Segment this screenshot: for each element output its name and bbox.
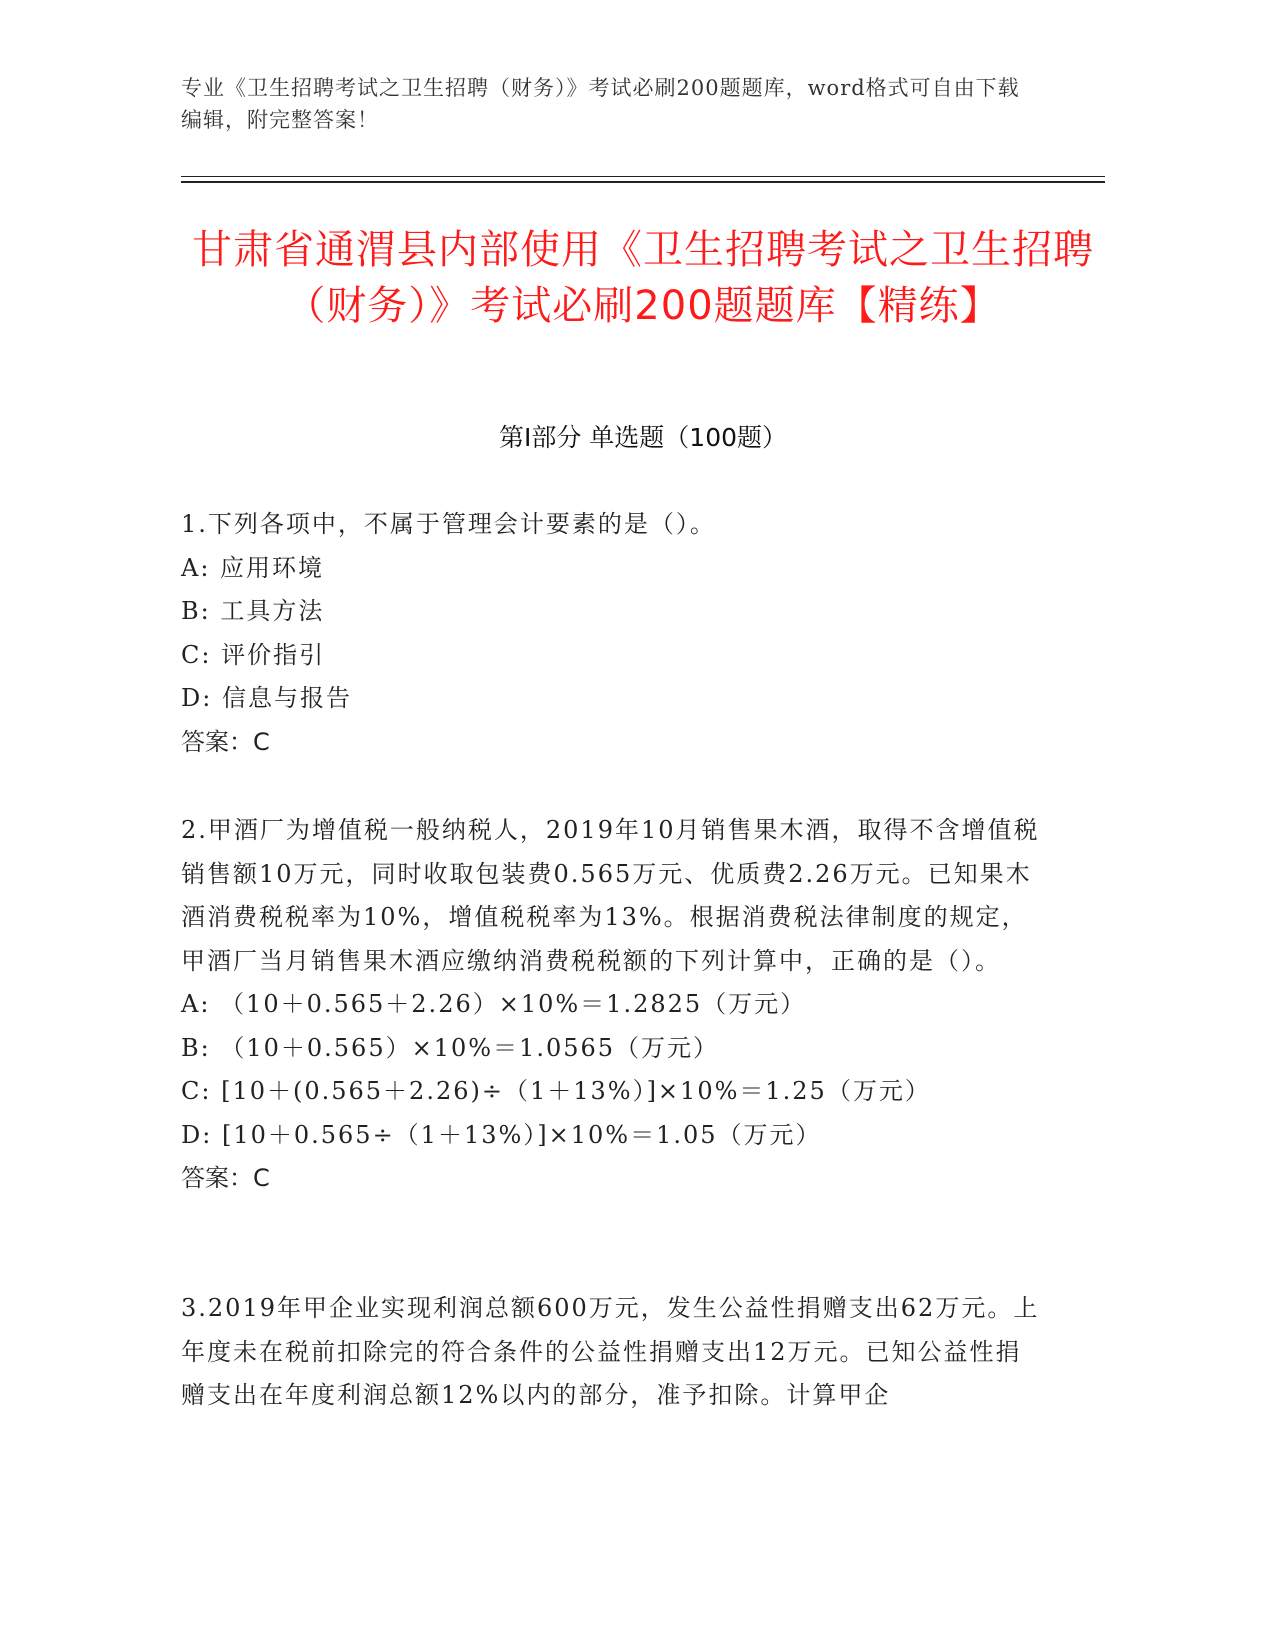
section-title: 第Ⅰ部分 单选题（100题）	[498, 423, 788, 452]
option-a: A: （10＋0.565＋2.26）×10%＝1.2825（万元）	[181, 990, 807, 1018]
header-divider-thick	[181, 181, 1105, 183]
option-a: A: 应用环境	[181, 553, 325, 582]
question-stem: 3.2019年甲企业实现利润总额600万元，发生公益性捐赠支出62万元。上年度未在税前扣除完的符合条件的公益性捐赠支出12万元。已知公益性捐赠支出在年度利润总额12%以内的部分，准予扣除。计算甲企	[181, 1294, 1040, 1409]
document-title: 甘肃省通渭县内部使用《卫生招聘考试之卫生招聘（财务）》考试必刷200题题库【精练】	[192, 227, 1094, 329]
option-b: B: 工具方法	[181, 597, 325, 625]
header-divider-thin	[181, 176, 1105, 177]
option-c: C: 评价指引	[181, 640, 326, 669]
header-note: 专业《卫生招聘考试之卫生招聘（财务）》考试必刷200题题库，word格式可自由下载编辑，附完整答案！	[181, 76, 1020, 132]
option-b: B: （10＋0.565）×10%＝1.0565（万元）	[181, 1033, 720, 1062]
question-2	[181, 809, 1041, 1201]
option-d: D: 信息与报告	[181, 684, 352, 712]
answer: 答案：C	[181, 1164, 270, 1192]
question-3	[181, 1287, 1041, 1418]
answer: 答案：C	[181, 727, 270, 756]
question-stem: 2.甲酒厂为增值税一般纳税人，2019年10月销售果木酒，取得不含增值税销售额10万元，同时收取包装费0.565万元、优质费2.26万元。已知果木酒消费税税率为10%，增值税税率为13%。根据消费税法律制度的规定，甲酒厂当月销售果木酒应缴纳消费税税额的下列计算中，正确的是（）。	[181, 816, 1040, 975]
question-1	[181, 503, 1041, 764]
question-stem: 1.下列各项中，不属于管理会计要素的是（）。	[181, 510, 716, 538]
option-c: C: [10＋(0.565＋2.26)÷（1＋13%）]×10%＝1.25（万元）	[181, 1077, 931, 1105]
option-d: D: [10＋0.565÷（1＋13%）]×10%＝1.05（万元）	[181, 1120, 822, 1149]
